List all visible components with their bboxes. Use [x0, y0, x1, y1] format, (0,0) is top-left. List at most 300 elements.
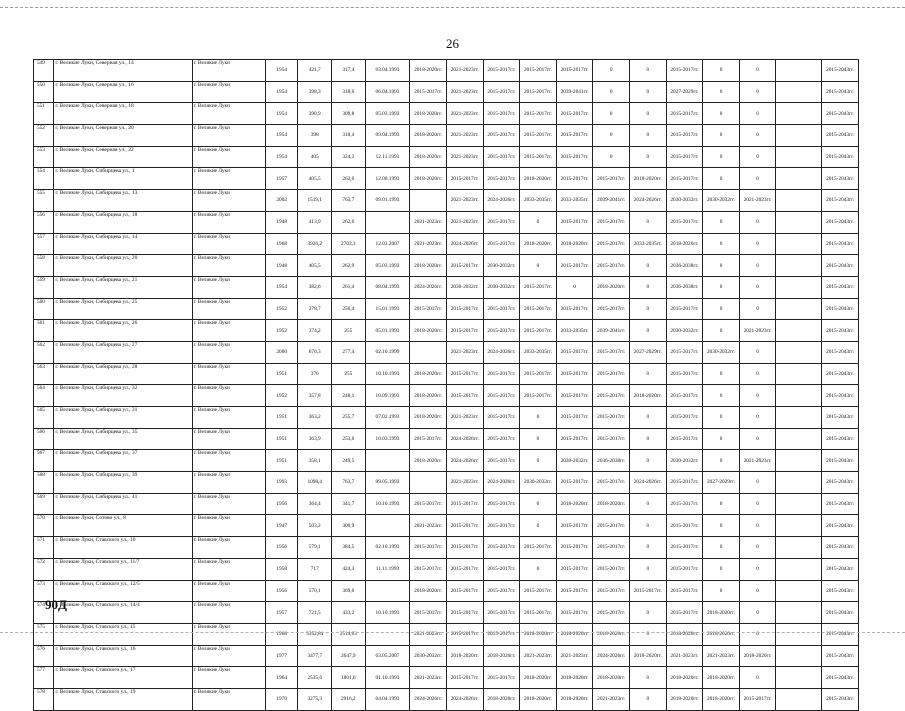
cell-period-8: 2015-2017гг. [666, 60, 703, 82]
cell-period-1: 2018-2020гг. [410, 363, 447, 385]
cell-locality: г. Великие Луки [192, 341, 265, 363]
cell-period-4: 2018-2020гг. [520, 623, 557, 645]
cell-year-built: 1970 [265, 688, 298, 710]
cell-period-1: 2015-2017гг. [410, 428, 447, 450]
cell-period-5: 2015-2017гг. [556, 602, 593, 624]
cell-period-4: 0 [520, 211, 557, 233]
cell-year-built: 1951 [265, 363, 298, 385]
cell-year-built: 1951 [265, 450, 298, 472]
cell-period-12: 2015-2043гг. [822, 450, 859, 472]
cell-row-number: 564 [34, 385, 54, 407]
cell-period-7: 2018-2020гг. [630, 385, 667, 407]
cell-period-12: 2015-2043гг. [822, 276, 859, 298]
cell-period-6: 2018-2020гг. [593, 493, 630, 515]
cell-period-11 [776, 125, 822, 147]
cell-period-2: 2024-2026гг. [446, 428, 483, 450]
cell-period-1: 2024-2026гг. [410, 276, 447, 298]
cell-period-12: 2015-2043гг. [822, 81, 859, 103]
cell-row-number: 578 [34, 688, 54, 710]
cell-period-9: 0 [703, 537, 740, 559]
cell-address: г. Великие Луки, Сибирцева ул., 25 [54, 298, 192, 320]
cell-row-number: 562 [34, 341, 54, 363]
cell-living-area: 2647,9 [332, 645, 366, 667]
table-row [34, 450, 859, 472]
cell-period-3: 2015-2017гг. [483, 168, 520, 190]
cell-total-area: 398,3 [298, 81, 332, 103]
cell-total-area: 405,5 [298, 255, 332, 277]
cell-period-11 [776, 103, 822, 125]
table-row [34, 667, 859, 689]
cell-period-6: 2018-2020гг. [593, 667, 630, 689]
cell-period-10: 0 [739, 146, 776, 168]
cell-period-10: 0 [739, 341, 776, 363]
cell-period-1: 2024-2026гг. [410, 688, 447, 710]
cell-period-10: 0 [739, 667, 776, 689]
cell-period-9: 0 [703, 60, 740, 82]
table-row [34, 255, 859, 277]
cell-locality: г. Великие Луки [192, 233, 265, 255]
cell-period-2: 2015-2017гг. [446, 385, 483, 407]
page-number: 26 [446, 36, 459, 51]
cell-period-5: 2015-2017гг. [556, 558, 593, 580]
table-row [34, 472, 859, 494]
table-row [34, 558, 859, 580]
table-row [34, 493, 859, 515]
cell-period-5: 2015-2017гг. [556, 298, 593, 320]
cell-period-1: 2021-2023гг. [410, 233, 447, 255]
cell-period-7: 0 [630, 125, 667, 147]
footer-code: 90Д [45, 597, 67, 612]
cell-period-3: 2024-2026гг. [483, 472, 520, 494]
cell-period-9: 2027-2029гг. [703, 472, 740, 494]
cell-period-2: 2021-2023гг. [446, 146, 483, 168]
cell-period-2: 2015-2017гг. [446, 623, 483, 645]
cell-row-number: 565 [34, 407, 54, 429]
table-row [34, 407, 859, 429]
cell-period-7: 0 [630, 667, 667, 689]
cell-period-10: 0 [739, 623, 776, 645]
cell-period-8: 2015-2017гг. [666, 472, 703, 494]
cell-period-1: 2021-2023гг. [410, 211, 447, 233]
cell-period-5: 2015-2017гг. [556, 407, 593, 429]
cell-period-8: 2015-2017гг. [666, 363, 703, 385]
cell-survey-date: 12.11.1993 [365, 146, 410, 168]
cell-period-10: 2021-2023гг. [739, 320, 776, 342]
cell-row-number: 550 [34, 81, 54, 103]
cell-period-11 [776, 168, 822, 190]
cell-period-8: 2015-2017гг. [666, 580, 703, 602]
cell-locality: г. Великие Луки [192, 60, 265, 82]
cell-year-built: 1954 [265, 146, 298, 168]
cell-period-4: 0 [520, 558, 557, 580]
cell-year-built: 1977 [265, 645, 298, 667]
cell-living-area: 369,6 [332, 580, 366, 602]
cell-row-number: 552 [34, 125, 54, 147]
cell-address: г. Великие Луки, Сибирцева ул., 27 [54, 341, 192, 363]
cell-locality: г. Великие Луки [192, 276, 265, 298]
cell-period-9: 0 [703, 558, 740, 580]
table-row [34, 623, 859, 645]
cell-year-built: 1952 [265, 385, 298, 407]
cell-locality: г. Великие Луки [192, 125, 265, 147]
cell-address: г. Великие Луки, Северная ул., 18 [54, 103, 192, 125]
cell-period-4: 2015-2017гг. [520, 81, 557, 103]
cell-period-12: 2015-2043гг. [822, 472, 859, 494]
cell-address: г. Великие Луки, Северная ул., 22 [54, 146, 192, 168]
housing-repair-table [33, 59, 859, 711]
cell-period-1: 2018-2020гг. [410, 450, 447, 472]
cell-locality: г. Великие Луки [192, 515, 265, 537]
cell-period-6: 2015-2017гг. [593, 602, 630, 624]
cell-period-11 [776, 602, 822, 624]
cell-survey-date [365, 211, 410, 233]
cell-period-9: 2021-2023гг. [703, 645, 740, 667]
cell-year-built: 2002 [265, 190, 298, 212]
cell-period-6: 2018-2020гг. [593, 276, 630, 298]
cell-address: г. Великие Луки, Ставского ул., 11/7 [54, 558, 192, 580]
cell-period-9: 0 [703, 298, 740, 320]
cell-period-12: 2015-2043гг. [822, 320, 859, 342]
cell-locality: г. Великие Луки [192, 472, 265, 494]
cell-period-12: 2015-2043гг. [822, 298, 859, 320]
cell-period-3: 2015-2017гг. [483, 515, 520, 537]
cell-living-area: 324,3 [332, 146, 366, 168]
cell-period-7: 0 [630, 688, 667, 710]
cell-row-number: 560 [34, 298, 54, 320]
cell-living-area: 300,9 [332, 515, 366, 537]
cell-address: г. Великие Луки, Ставского ул., 12/5 [54, 580, 192, 602]
table-row [34, 385, 859, 407]
cell-period-3: 2015-2017гг. [483, 602, 520, 624]
cell-period-6: 2015-2017гг. [593, 428, 630, 450]
cell-row-number: 568 [34, 472, 54, 494]
cell-year-built: 1951 [265, 428, 298, 450]
table-row [34, 645, 859, 667]
cell-period-2: 2021-2023гг. [446, 81, 483, 103]
cell-period-8: 2030-2032гг. [666, 450, 703, 472]
cell-period-5: 2018-2020гг. [556, 667, 593, 689]
cell-address: г. Великие Луки, Сибирцева ул., 41 [54, 493, 192, 515]
cell-living-area: 248,1 [332, 385, 366, 407]
cell-period-7: 2018-2020гг. [630, 168, 667, 190]
cell-period-7: 0 [630, 537, 667, 559]
cell-period-11 [776, 472, 822, 494]
cell-period-6: 2018-2020гг. [593, 623, 630, 645]
cell-period-4: 2018-2020гг. [520, 233, 557, 255]
cell-row-number: 559 [34, 276, 54, 298]
cell-locality: г. Великие Луки [192, 168, 265, 190]
cell-year-built: 1993 [265, 472, 298, 494]
cell-period-2: 2021-2023гг. [446, 407, 483, 429]
cell-living-area: 2916,2 [332, 688, 366, 710]
cell-period-10: 2015-2017гг. [739, 688, 776, 710]
cell-period-9: 0 [703, 407, 740, 429]
cell-address: г. Великие Луки, Ставского ул., 16 [54, 645, 192, 667]
cell-period-4: 0 [520, 450, 557, 472]
cell-address: г. Великие Луки, Сибирцева ул., 26 [54, 320, 192, 342]
cell-total-area: 3275,3 [298, 688, 332, 710]
cell-survey-date [365, 623, 410, 645]
cell-total-area: 398 [298, 125, 332, 147]
cell-period-2: 2024-2026гг. [446, 450, 483, 472]
cell-locality: г. Великие Луки [192, 81, 265, 103]
cell-period-11 [776, 211, 822, 233]
cell-period-6: 2015-2017гг. [593, 385, 630, 407]
cell-period-3: 2018-2020гг. [483, 688, 520, 710]
cell-period-7: 0 [630, 276, 667, 298]
cell-address: г. Великие Луки, Сибирцева ул., 14 [54, 233, 192, 255]
cell-period-4: 2015-2017гг. [520, 103, 557, 125]
cell-period-6: 2015-2017гг. [593, 341, 630, 363]
cell-period-6: 0 [593, 60, 630, 82]
cell-period-10: 0 [739, 211, 776, 233]
cell-period-7: 0 [630, 428, 667, 450]
cell-total-area: 363,9 [298, 428, 332, 450]
cell-period-8: 2021-2023гг. [666, 645, 703, 667]
cell-survey-date: 04.04.1993 [365, 688, 410, 710]
cell-period-9: 0 [703, 450, 740, 472]
cell-period-5: 0 [556, 276, 593, 298]
cell-period-11 [776, 493, 822, 515]
cell-period-12: 2015-2043гг. [822, 168, 859, 190]
cell-locality: г. Великие Луки [192, 363, 265, 385]
cell-period-2: 2015-2017гг. [446, 602, 483, 624]
cell-period-10: 0 [739, 276, 776, 298]
cell-year-built: 1948 [265, 255, 298, 277]
cell-total-area: 363,2 [298, 407, 332, 429]
cell-living-area: 1801,6 [332, 667, 366, 689]
cell-total-area: 3926,2 [298, 233, 332, 255]
cell-period-10: 0 [739, 472, 776, 494]
cell-locality: г. Великие Луки [192, 190, 265, 212]
cell-living-area: 341,7 [332, 493, 366, 515]
cell-period-4: 0 [520, 428, 557, 450]
table-row [34, 125, 859, 147]
cell-total-area: 670,3 [298, 341, 332, 363]
cell-period-4: 2030-2032гг. [520, 472, 557, 494]
cell-living-area: 249,5 [332, 450, 366, 472]
cell-locality: г. Великие Луки [192, 602, 265, 624]
cell-period-7: 0 [630, 211, 667, 233]
cell-year-built: 1957 [265, 168, 298, 190]
cell-survey-date [365, 450, 410, 472]
cell-period-10: 2021-2023гг. [739, 450, 776, 472]
cell-survey-date: 11.11.1993 [365, 558, 410, 580]
cell-period-9: 0 [703, 385, 740, 407]
cell-row-number: 573 [34, 580, 54, 602]
cell-period-10: 0 [739, 233, 776, 255]
cell-survey-date: 10.09.1993 [365, 385, 410, 407]
cell-period-3: 2030-2032гг. [483, 276, 520, 298]
table-row [34, 341, 859, 363]
cell-period-2: 2015-2017гг. [446, 255, 483, 277]
table-row [34, 233, 859, 255]
cell-period-7: 2033-2035гг. [630, 233, 667, 255]
cell-total-area: 579,1 [298, 537, 332, 559]
cell-period-7: 0 [630, 558, 667, 580]
cell-period-10: 0 [739, 298, 776, 320]
cell-period-9: 0 [703, 81, 740, 103]
cell-survey-date [365, 580, 410, 602]
cell-period-10: 0 [739, 60, 776, 82]
cell-address: г. Великие Луки, Сибирцева ул., 20 [54, 255, 192, 277]
cell-period-5: 2015-2017гг. [556, 428, 593, 450]
cell-year-built: 1968 [265, 623, 298, 645]
cell-period-6: 0 [593, 146, 630, 168]
cell-period-11 [776, 233, 822, 255]
cell-period-11 [776, 407, 822, 429]
table-row [34, 103, 859, 125]
cell-period-7: 0 [630, 450, 667, 472]
cell-survey-date: 02.10.1999 [365, 341, 410, 363]
cell-total-area: 374,2 [298, 320, 332, 342]
cell-period-1: 2018-2020гг. [410, 407, 447, 429]
cell-period-1 [410, 472, 447, 494]
cell-row-number: 576 [34, 645, 54, 667]
cell-period-1: 2015-2017гг. [410, 81, 447, 103]
cell-period-5: 2015-2017гг. [556, 385, 593, 407]
cell-survey-date: 12.03.2007 [365, 233, 410, 255]
cell-period-2: 2018-2020гг. [446, 645, 483, 667]
cell-period-12: 2015-2043гг. [822, 688, 859, 710]
cell-period-2: 2015-2017гг. [446, 298, 483, 320]
cell-address: г. Великие Луки, Ставского ул., 19 [54, 688, 192, 710]
cell-survey-date [365, 515, 410, 537]
cell-locality: г. Великие Луки [192, 298, 265, 320]
cell-period-7: 0 [630, 298, 667, 320]
cell-year-built: 1954 [265, 276, 298, 298]
cell-period-6: 2015-2017гг. [593, 472, 630, 494]
cell-period-10: 0 [739, 407, 776, 429]
cell-period-5: 2015-2017гг. [556, 363, 593, 385]
cell-period-6: 0 [593, 81, 630, 103]
cell-survey-date: 03.05.2007 [365, 645, 410, 667]
cell-locality: г. Великие Луки [192, 493, 265, 515]
cell-period-9: 0 [703, 428, 740, 450]
cell-period-1: 2021-2023гг. [410, 515, 447, 537]
cell-period-1: 2030-2032гг. [410, 645, 447, 667]
cell-period-1: 2018-2020гг. [410, 255, 447, 277]
cell-address: г. Великие Луки, Ставского ул., 17 [54, 667, 192, 689]
cell-period-3: 2018-2020гг. [483, 645, 520, 667]
cell-period-4: 2015-2017гг. [520, 125, 557, 147]
cell-period-5: 2018-2020гг. [556, 493, 593, 515]
top-dashed-rule [0, 7, 905, 8]
cell-row-number: 551 [34, 103, 54, 125]
cell-survey-date: 15.01.1993 [365, 298, 410, 320]
cell-year-built: 1954 [265, 81, 298, 103]
cell-survey-date: 10.10.1993 [365, 602, 410, 624]
cell-locality: г. Великие Луки [192, 428, 265, 450]
cell-period-6: 2015-2017гг. [593, 255, 630, 277]
cell-period-5: 2015-2017гг. [556, 125, 593, 147]
cell-year-built: 1947 [265, 515, 298, 537]
cell-period-6: 2015-2017гг. [593, 515, 630, 537]
cell-period-2: 2021-2023гг. [446, 60, 483, 82]
cell-period-1: 2021-2023гг. [410, 623, 447, 645]
cell-locality: г. Великие Луки [192, 623, 265, 645]
cell-row-number: 566 [34, 428, 54, 450]
cell-survey-date: 06.04.1993 [365, 81, 410, 103]
cell-survey-date: 02.10.1993 [365, 537, 410, 559]
cell-total-area: 3477,7 [298, 645, 332, 667]
cell-year-built: 1954 [265, 60, 298, 82]
cell-period-1 [410, 190, 447, 212]
cell-period-8: 2030-2032гг. [666, 190, 703, 212]
cell-period-9: 0 [703, 125, 740, 147]
cell-address: г. Великие Луки, Ставского ул., 10 [54, 537, 192, 559]
cell-total-area: 1519,1 [298, 190, 332, 212]
cell-period-11 [776, 515, 822, 537]
cell-row-number: 553 [34, 146, 54, 168]
cell-period-7: 0 [630, 60, 667, 82]
cell-period-5: 2033-2035гг. [556, 190, 593, 212]
cell-period-11 [776, 60, 822, 82]
cell-period-5: 2015-2017гг. [556, 211, 593, 233]
table-row [34, 211, 859, 233]
cell-year-built: 1964 [265, 667, 298, 689]
cell-year-built: 1956 [265, 493, 298, 515]
cell-locality: г. Великие Луки [192, 103, 265, 125]
cell-survey-date: 10.03.1993 [365, 428, 410, 450]
cell-period-12: 2015-2043гг. [822, 363, 859, 385]
table-row [34, 190, 859, 212]
cell-period-2: 2021-2023гг. [446, 211, 483, 233]
cell-period-11 [776, 341, 822, 363]
cell-total-area: 413,9 [298, 211, 332, 233]
cell-period-1: 2018-2020гг. [410, 320, 447, 342]
cell-period-3: 2030-2032гг. [483, 255, 520, 277]
cell-period-3: 2015-2017гг. [483, 428, 520, 450]
cell-period-12: 2015-2043гг. [822, 60, 859, 82]
cell-period-1: 2018-2020гг. [410, 146, 447, 168]
cell-row-number: 557 [34, 233, 54, 255]
cell-period-10: 0 [739, 580, 776, 602]
cell-period-5: 2015-2017гг. [556, 103, 593, 125]
cell-total-area: 717 [298, 558, 332, 580]
cell-locality: г. Великие Луки [192, 580, 265, 602]
cell-period-4: 2015-2017гг. [520, 602, 557, 624]
cell-total-area: 570,1 [298, 580, 332, 602]
cell-period-6: 2015-2017гг. [593, 407, 630, 429]
cell-period-3: 2015-2017гг. [483, 320, 520, 342]
cell-year-built: 1954 [265, 103, 298, 125]
cell-period-8: 2015-2017гг. [666, 537, 703, 559]
cell-period-9: 0 [703, 493, 740, 515]
cell-address: г. Великие Луки, Северная ул., 16 [54, 81, 192, 103]
cell-period-8: 2015-2017гг. [666, 125, 703, 147]
cell-period-9: 0 [703, 515, 740, 537]
cell-living-area: 255 [332, 320, 366, 342]
cell-period-6: 2015-2017гг. [593, 537, 630, 559]
cell-period-4: 0 [520, 407, 557, 429]
cell-locality: г. Великие Луки [192, 407, 265, 429]
cell-survey-date: 03.04.1993 [365, 60, 410, 82]
cell-period-11 [776, 276, 822, 298]
cell-period-6: 2039-2041гг. [593, 190, 630, 212]
cell-row-number: 574 [34, 602, 54, 624]
cell-period-8: 2027-2029гг. [666, 81, 703, 103]
cell-period-2: 2021-2023гг. [446, 341, 483, 363]
cell-period-5: 2039-2041гг. [556, 81, 593, 103]
cell-period-4: 2018-2020гг. [520, 667, 557, 689]
table-row [34, 81, 859, 103]
cell-locality: г. Великие Луки [192, 146, 265, 168]
cell-row-number: 563 [34, 363, 54, 385]
cell-period-2: 2015-2017гг. [446, 493, 483, 515]
cell-period-9: 0 [703, 168, 740, 190]
cell-period-3: 2015-2017гг. [483, 558, 520, 580]
